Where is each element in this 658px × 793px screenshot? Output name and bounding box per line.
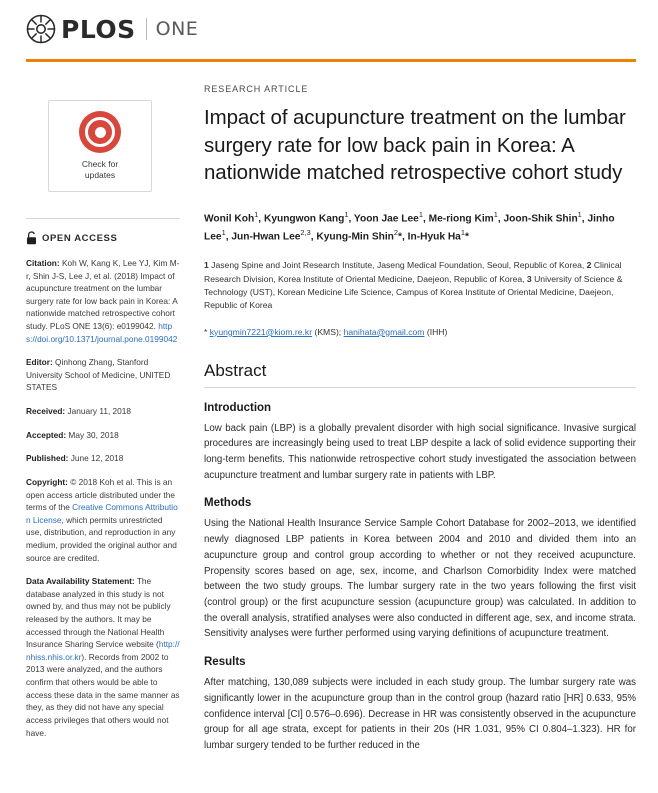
article-body — [0, 62, 658, 764]
lock-icon — [26, 231, 37, 245]
article-type-label: RESEARCH ARTICLE — [204, 84, 309, 94]
editor-label: Editor: — [26, 357, 53, 368]
editor-text: Qinhong Zhang, Stanford University School of Medicine, UNITED STATES — [26, 357, 171, 393]
corresponding-email-2[interactable]: hanihata@gmail.com — [343, 326, 425, 337]
section-text-introduction: Low back pain (LBP) is a globally prevalent disorder with high social significance. Invasive surgical procedures are increasingly being used to treat LBP despite a lack of solid evidence supporting their long-term benefits. This nationwide retrospective cohort study investigated the association between acupuncture treatment and lumbar surgery rate in patients with LBP. — [204, 422, 636, 481]
abstract-heading: Abstract — [204, 360, 267, 380]
corresponding-mid: (KMS); — [312, 326, 344, 337]
affiliations: 1 Jaseng Spine and Joint Research Institute, Jaseng Medical Foundation, Seoul, Republic of Korea, 2 Clinical Research Division, Korea Institute of Oriental Medicine, Daejeon, Republic of Korea, 3 University of Science & Technology (UST), Korean Medicine Life Science, Campus of Korea Institute of Oriental Medicine, Daejeon, Republic of Korea — [204, 260, 623, 311]
citation-doi-link[interactable]: https://doi.org/10.1371/journal.pone.0199042 — [26, 321, 178, 344]
check-for-updates-badge[interactable] — [48, 100, 152, 192]
citation-block — [26, 257, 180, 345]
badge-line-2: updates — [84, 170, 116, 180]
section-heading-introduction: Introduction — [204, 401, 272, 414]
logo-divider — [146, 18, 147, 40]
accepted-text: May 30, 2018 — [66, 429, 119, 440]
section-text-results: After matching, 130,089 subjects were included in each study group. The lumbar surgery rate was significantly lower in the acupuncture group than in the control group (hazard ratio [HR] 0.633, 95% confidence interval [CI] 0.576–0.696). Decrease in HR was consistently observed in the acupuncture group for all age strata, except for patients in their 20s (HR 1.031, 95% CI 0.804–1.323). HR for lumbar surgery tended to be further reduced in the — [204, 677, 636, 752]
copyright-text-2: , which permits unrestricted use, distribution, and reproduction in any medium, provided the original author and source are credited. — [26, 514, 177, 563]
site-header — [0, 0, 658, 62]
corresponding-suffix: (IHH) — [424, 326, 448, 337]
data-availability-label: Data Availability Statement: — [26, 576, 135, 587]
corresponding-email-1[interactable]: kyungmin7221@kiom.re.kr — [209, 326, 313, 337]
open-access-label: OPEN ACCESS — [42, 232, 118, 244]
editor-block — [26, 356, 180, 394]
copyright-block — [26, 476, 180, 564]
author-list: Wonil Koh$^1$, Kyungwon Kang$^1$, Yoon Jae Lee$^1$, Me-riong Kim$^1$, Joon-Shik Shin$^1$, Jinho Lee$^1$, Jun-Hwan Lee$^{2,3}$, Kyung-Min Shin$^2$*, In-Hyuk Ha$^1$* — [204, 210, 615, 243]
published-text: June 12, 2018 — [68, 453, 124, 464]
accepted-label: Accepted: — [26, 429, 67, 440]
corresponding-authors — [204, 326, 636, 339]
section-text-methods: Using the National Health Insurance Service Sample Cohort Database for 2002–2013, we identified newly diagnosed LBP patients in Korea between 2004 and 2010 and divided them into an acupuncture group and control group according to whether or not they received acupuncture. Propensity scores based on age, sex, income, and Charlson Comorbidity Index were matched between the two study groups. The lumbar surgery rate in the two years following the first visit (control group) or the first acupuncture session (acupuncture group) was calculated. In addition to the overall analysis, stratified analyses were also conducted in different age, sex, and income strata. Sensitivity analyses were further performed using varying definitions of acupuncture treatment. — [204, 518, 636, 640]
article-main — [194, 62, 636, 764]
plos-logo[interactable] — [26, 14, 658, 44]
plos-logo-icon — [26, 14, 56, 44]
published-block — [26, 452, 180, 465]
plos-wordmark: PLOS — [61, 14, 136, 44]
abstract-divider — [204, 387, 636, 388]
corresponding-prefix: * — [204, 326, 210, 337]
page-title: Impact of acupuncture treatment on the lumbar surgery rate for low back pain in Korea: A nationwide matched retrospective cohort study — [204, 106, 626, 185]
received-block — [26, 405, 180, 418]
published-label: Published: — [26, 453, 69, 464]
received-label: Received: — [26, 406, 66, 417]
badge-line-1: Check for — [81, 159, 119, 170]
cc-license-link[interactable]: Creative Commons Attribution License — [26, 502, 178, 525]
journal-name: ONE — [155, 18, 199, 40]
accepted-block — [26, 429, 180, 442]
open-access-row — [26, 231, 180, 245]
section-heading-results: Results — [204, 656, 246, 669]
nhiss-link[interactable]: http://nhiss.nhis.or.kr — [26, 639, 180, 662]
citation-label: Citation: — [26, 258, 60, 268]
article-sidebar — [26, 62, 194, 764]
citation-text: Koh W, Kang K, Lee YJ, Kim M-r, Shin J-S, Lee J, et al. (2018) Impact of acupuncture treatment on the lumbar surgery rate for low back pain in Korea: A nationwide matched retrospective cohort study. PLoS ONE 13(6): e0199042. — [26, 258, 180, 332]
data-availability-text-1: The database analyzed in this study is not owned by, and thus may not be publicly released by the authors. It may be accessed through the National Health Insurance Sharing Service website ( — [26, 576, 171, 650]
section-heading-methods: Methods — [204, 497, 252, 510]
abstract-sections — [204, 402, 636, 754]
header-rule — [26, 59, 636, 62]
data-availability-block — [26, 575, 180, 739]
copyright-label: Copyright: — [26, 476, 68, 487]
sidebar-divider — [26, 218, 180, 219]
received-text: January 11, 2018 — [65, 406, 132, 417]
data-availability-text-2: ). Records from 2002 to 2013 were analyzed, and the authors confirm that others would be able to access these data in the same manner as they, as they did not have any special access privileges that others would not have. — [26, 651, 180, 738]
copyright-text-1: © 2018 Koh et al. This is an open access article distributed under the terms of the — [26, 476, 175, 513]
crossmark-icon — [79, 111, 121, 153]
